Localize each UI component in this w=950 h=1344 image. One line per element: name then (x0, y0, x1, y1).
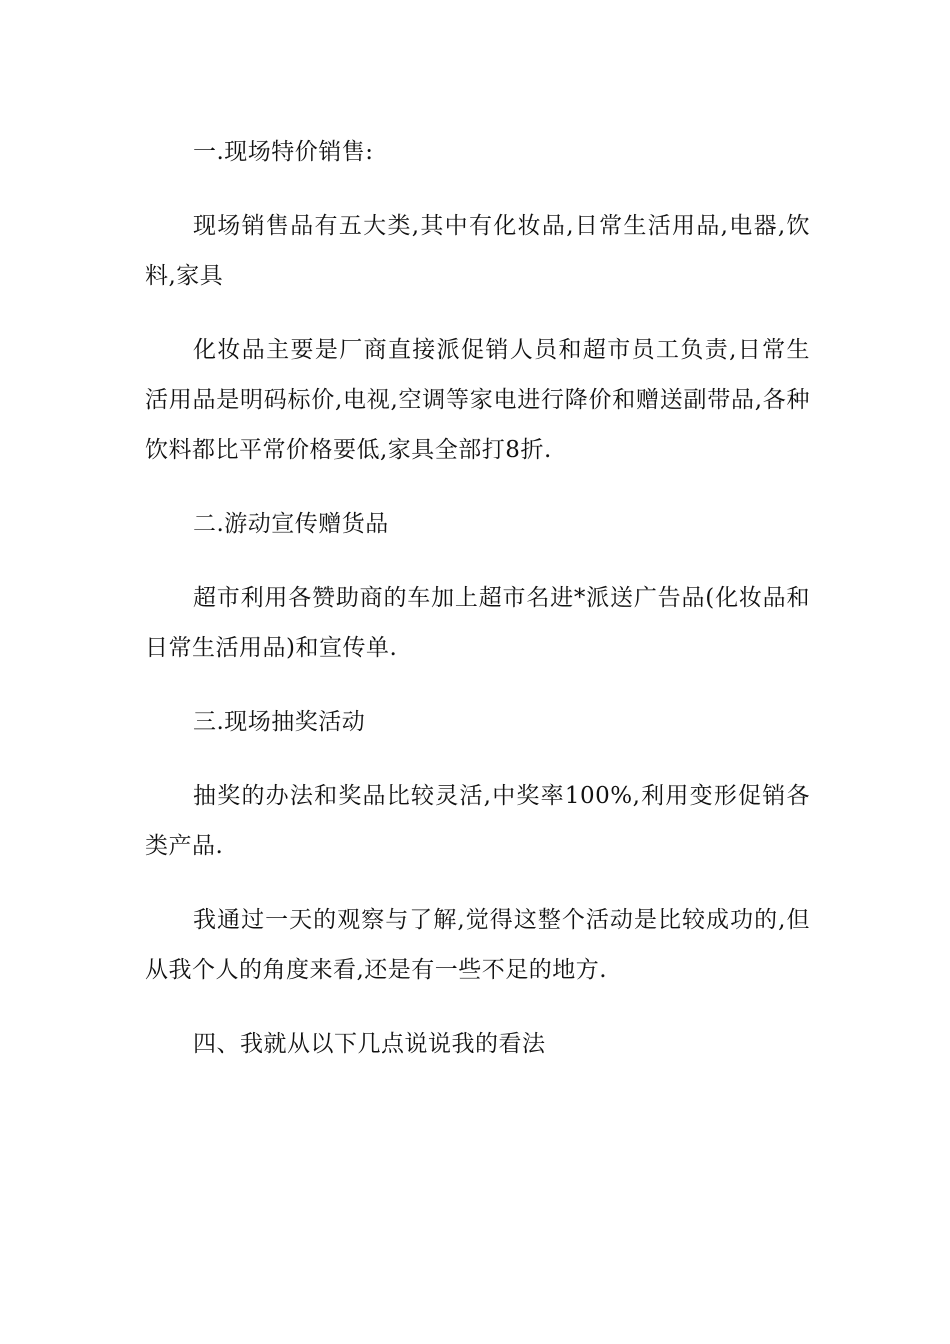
document-body (145, 127, 810, 1093)
section-heading-2: 二.游动宣传赠货品 (193, 511, 389, 537)
section-heading-4: 四、我就从以下几点说说我的看法 (193, 1031, 546, 1057)
section-heading-1: 一.现场特价销售: (193, 139, 374, 165)
paragraph-pricing-details: 化妆品主要是厂商直接派促销人员和超市员工负责,日常生活用品是明码标价,电视,空调等家电进行降价和赠送副带品,各种饮料都比平常价格要低,家具全部打8折. (145, 337, 810, 463)
paragraph-observation: 我通过一天的观察与了解,觉得这整个活动是比较成功的,但从我个人的角度来看,还是有一些不足的地方. (145, 907, 810, 983)
section-heading-3: 三.现场抽奖活动 (193, 709, 366, 735)
paragraph-product-categories: 现场销售品有五大类,其中有化妆品,日常生活用品,电器,饮料,家具 (145, 213, 810, 289)
paragraph-mobile-promotion: 超市利用各赞助商的车加上超市名进*派送广告品(化妆品和日常生活用品)和宣传单. (145, 585, 810, 661)
paragraph-lottery: 抽奖的办法和奖品比较灵活,中奖率100%,利用变形促销各类产品. (145, 783, 810, 859)
